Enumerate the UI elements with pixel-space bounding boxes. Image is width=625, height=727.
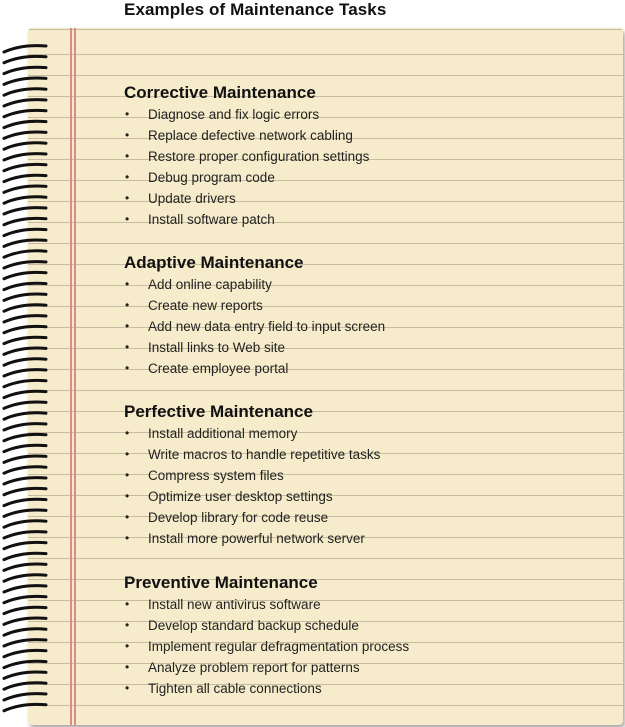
task-text: Create new reports [148,298,263,313]
section-preventive [124,572,410,699]
task-text: Analyze problem report for patterns [148,660,360,675]
task-text: Diagnose and fix logic errors [148,107,320,122]
list-item [124,423,313,444]
bullet-icon: • [125,319,130,333]
list-item [124,358,304,379]
spiral-coil [4,46,46,52]
list-item [124,337,304,358]
spiral-coil [4,499,46,505]
spiral-coil [4,586,46,592]
list-item [124,167,316,188]
section-heading: Corrective Maintenance [124,83,316,102]
list-item [124,465,313,486]
list-item [124,486,333,507]
spiral-coil [4,262,46,268]
spiral-coil [4,316,46,322]
spiral-coil [4,240,46,246]
list-item [124,657,360,678]
bullet-icon: • [125,298,130,312]
spiral-coil [4,456,46,462]
task-text: Install new antivirus software [148,597,321,612]
task-text: Debug program code [148,170,275,185]
bullet-icon: • [125,212,130,226]
bullet-icon: • [125,618,130,632]
bullet-icon: • [125,531,130,545]
spiral-coil [4,370,46,376]
spiral-coil [4,434,46,440]
bullet-icon: • [125,510,130,524]
spiral-coil [4,575,46,581]
task-text: Install more powerful network server [148,531,365,546]
spiral-coil [4,478,46,484]
task-text: Develop standard backup schedule [148,618,359,633]
spiral-coil [4,532,46,538]
section-adaptive [124,252,386,379]
spiral-coil [4,337,46,343]
list-item [124,188,316,209]
task-list [124,104,370,230]
spiral-coil [4,132,46,138]
spiral-coil [4,89,46,95]
bullet-icon: • [125,128,130,142]
bullet-icon: • [125,447,130,461]
section-heading: Perfective Maintenance [124,402,313,421]
spiral-coil [4,56,46,62]
task-text: Add new data entry field to input screen [148,319,386,334]
spiral-coil [4,175,46,181]
spiral-coil [4,424,46,430]
task-text: Add online capability [148,277,272,292]
spiral-coil [4,121,46,127]
spiral-coil [4,402,46,408]
list-item [124,444,381,465]
bullet-icon: • [125,107,130,121]
section-corrective [124,82,370,230]
spiral-coil [4,218,46,224]
task-text: Compress system files [148,468,284,483]
task-text: Install software patch [148,212,275,227]
spiral-coil [4,186,46,192]
spiral-coil [4,672,46,678]
list-item [124,615,359,636]
task-text: Tighten all cable connections [148,681,322,696]
spiral-coil [4,694,46,700]
bullet-icon: • [125,277,130,291]
bullet-icon: • [125,426,130,440]
margin-line [70,28,72,725]
spiral-coil [4,229,46,235]
task-text: Develop library for code reuse [148,510,329,525]
section-perfective [124,401,381,549]
spiral-coil [4,521,46,527]
spiral-coil [4,208,46,214]
list-item [124,316,386,337]
spiral-coil [4,154,46,160]
list-item [124,274,304,295]
list-item [124,528,365,549]
task-text: Restore proper configuration settings [148,149,370,164]
task-list [124,423,381,549]
list-item [124,678,322,699]
spiral-coil [4,564,46,570]
spiral-coil [4,305,46,311]
section-heading: Preventive Maintenance [124,573,318,592]
spiral-coil [4,78,46,84]
spiral-coil [4,143,46,149]
task-text: Install links to Web site [148,340,286,355]
section-heading: Adaptive Maintenance [124,253,304,272]
task-text: Create employee portal [148,361,289,376]
bullet-icon: • [125,681,130,695]
spiral-coil [4,294,46,300]
spiral-coil [4,640,46,646]
task-text: Write macros to handle repetitive tasks [148,447,381,462]
list-item [124,209,316,230]
spiral-coil [4,272,46,278]
spiral-coil [4,100,46,106]
figure-title: Examples of Maintenance Tasks [124,0,387,19]
spiral-coil [4,553,46,559]
task-text: Install additional memory [148,426,298,441]
spiral-coil [4,683,46,689]
spiral-coil [4,445,46,451]
spiral-coil [4,197,46,203]
spiral-coil [4,251,46,257]
bullet-icon: • [125,639,130,653]
bullet-icon: • [125,597,130,611]
bullet-icon: • [125,361,130,375]
task-text: Implement regular defragmentation process [148,639,410,654]
bullet-icon: • [125,660,130,674]
spiral-coil [4,164,46,170]
spiral-coil [4,348,46,354]
spiral-coil [4,650,46,656]
task-list [124,594,410,699]
spiral-coil [4,283,46,289]
bullet-icon: • [125,468,130,482]
task-list [124,274,386,379]
spiral-coil [4,467,46,473]
list-item [124,636,410,657]
spiral-binding-icon [0,40,60,720]
bullet-icon: • [125,191,130,205]
spiral-coil [4,661,46,667]
spiral-coil [4,391,46,397]
bullet-icon: • [125,340,130,354]
spiral-coil [4,596,46,602]
list-item [124,295,304,316]
task-text: Update drivers [148,191,236,206]
spiral-coil [4,510,46,516]
spiral-coil [4,542,46,548]
spiral-coil [4,326,46,332]
spiral-coil [4,359,46,365]
list-item [124,594,321,615]
list-item [124,104,320,125]
bullet-icon: • [125,170,130,184]
spiral-coil [4,488,46,494]
list-item [124,507,329,528]
list-item [124,146,370,167]
task-text: Optimize user desktop settings [148,489,333,504]
bullet-icon: • [125,489,130,503]
spiral-coil [4,607,46,613]
list-item [124,125,353,146]
bullet-icon: • [125,149,130,163]
spiral-coil [4,110,46,116]
spiral-coil [4,413,46,419]
spiral-coil [4,629,46,635]
margin-line-inner [74,28,76,725]
spiral-coil [4,704,46,710]
spiral-coil [4,67,46,73]
spiral-coil [4,618,46,624]
spiral-coil [4,380,46,386]
task-text: Replace defective network cabling [148,128,353,143]
